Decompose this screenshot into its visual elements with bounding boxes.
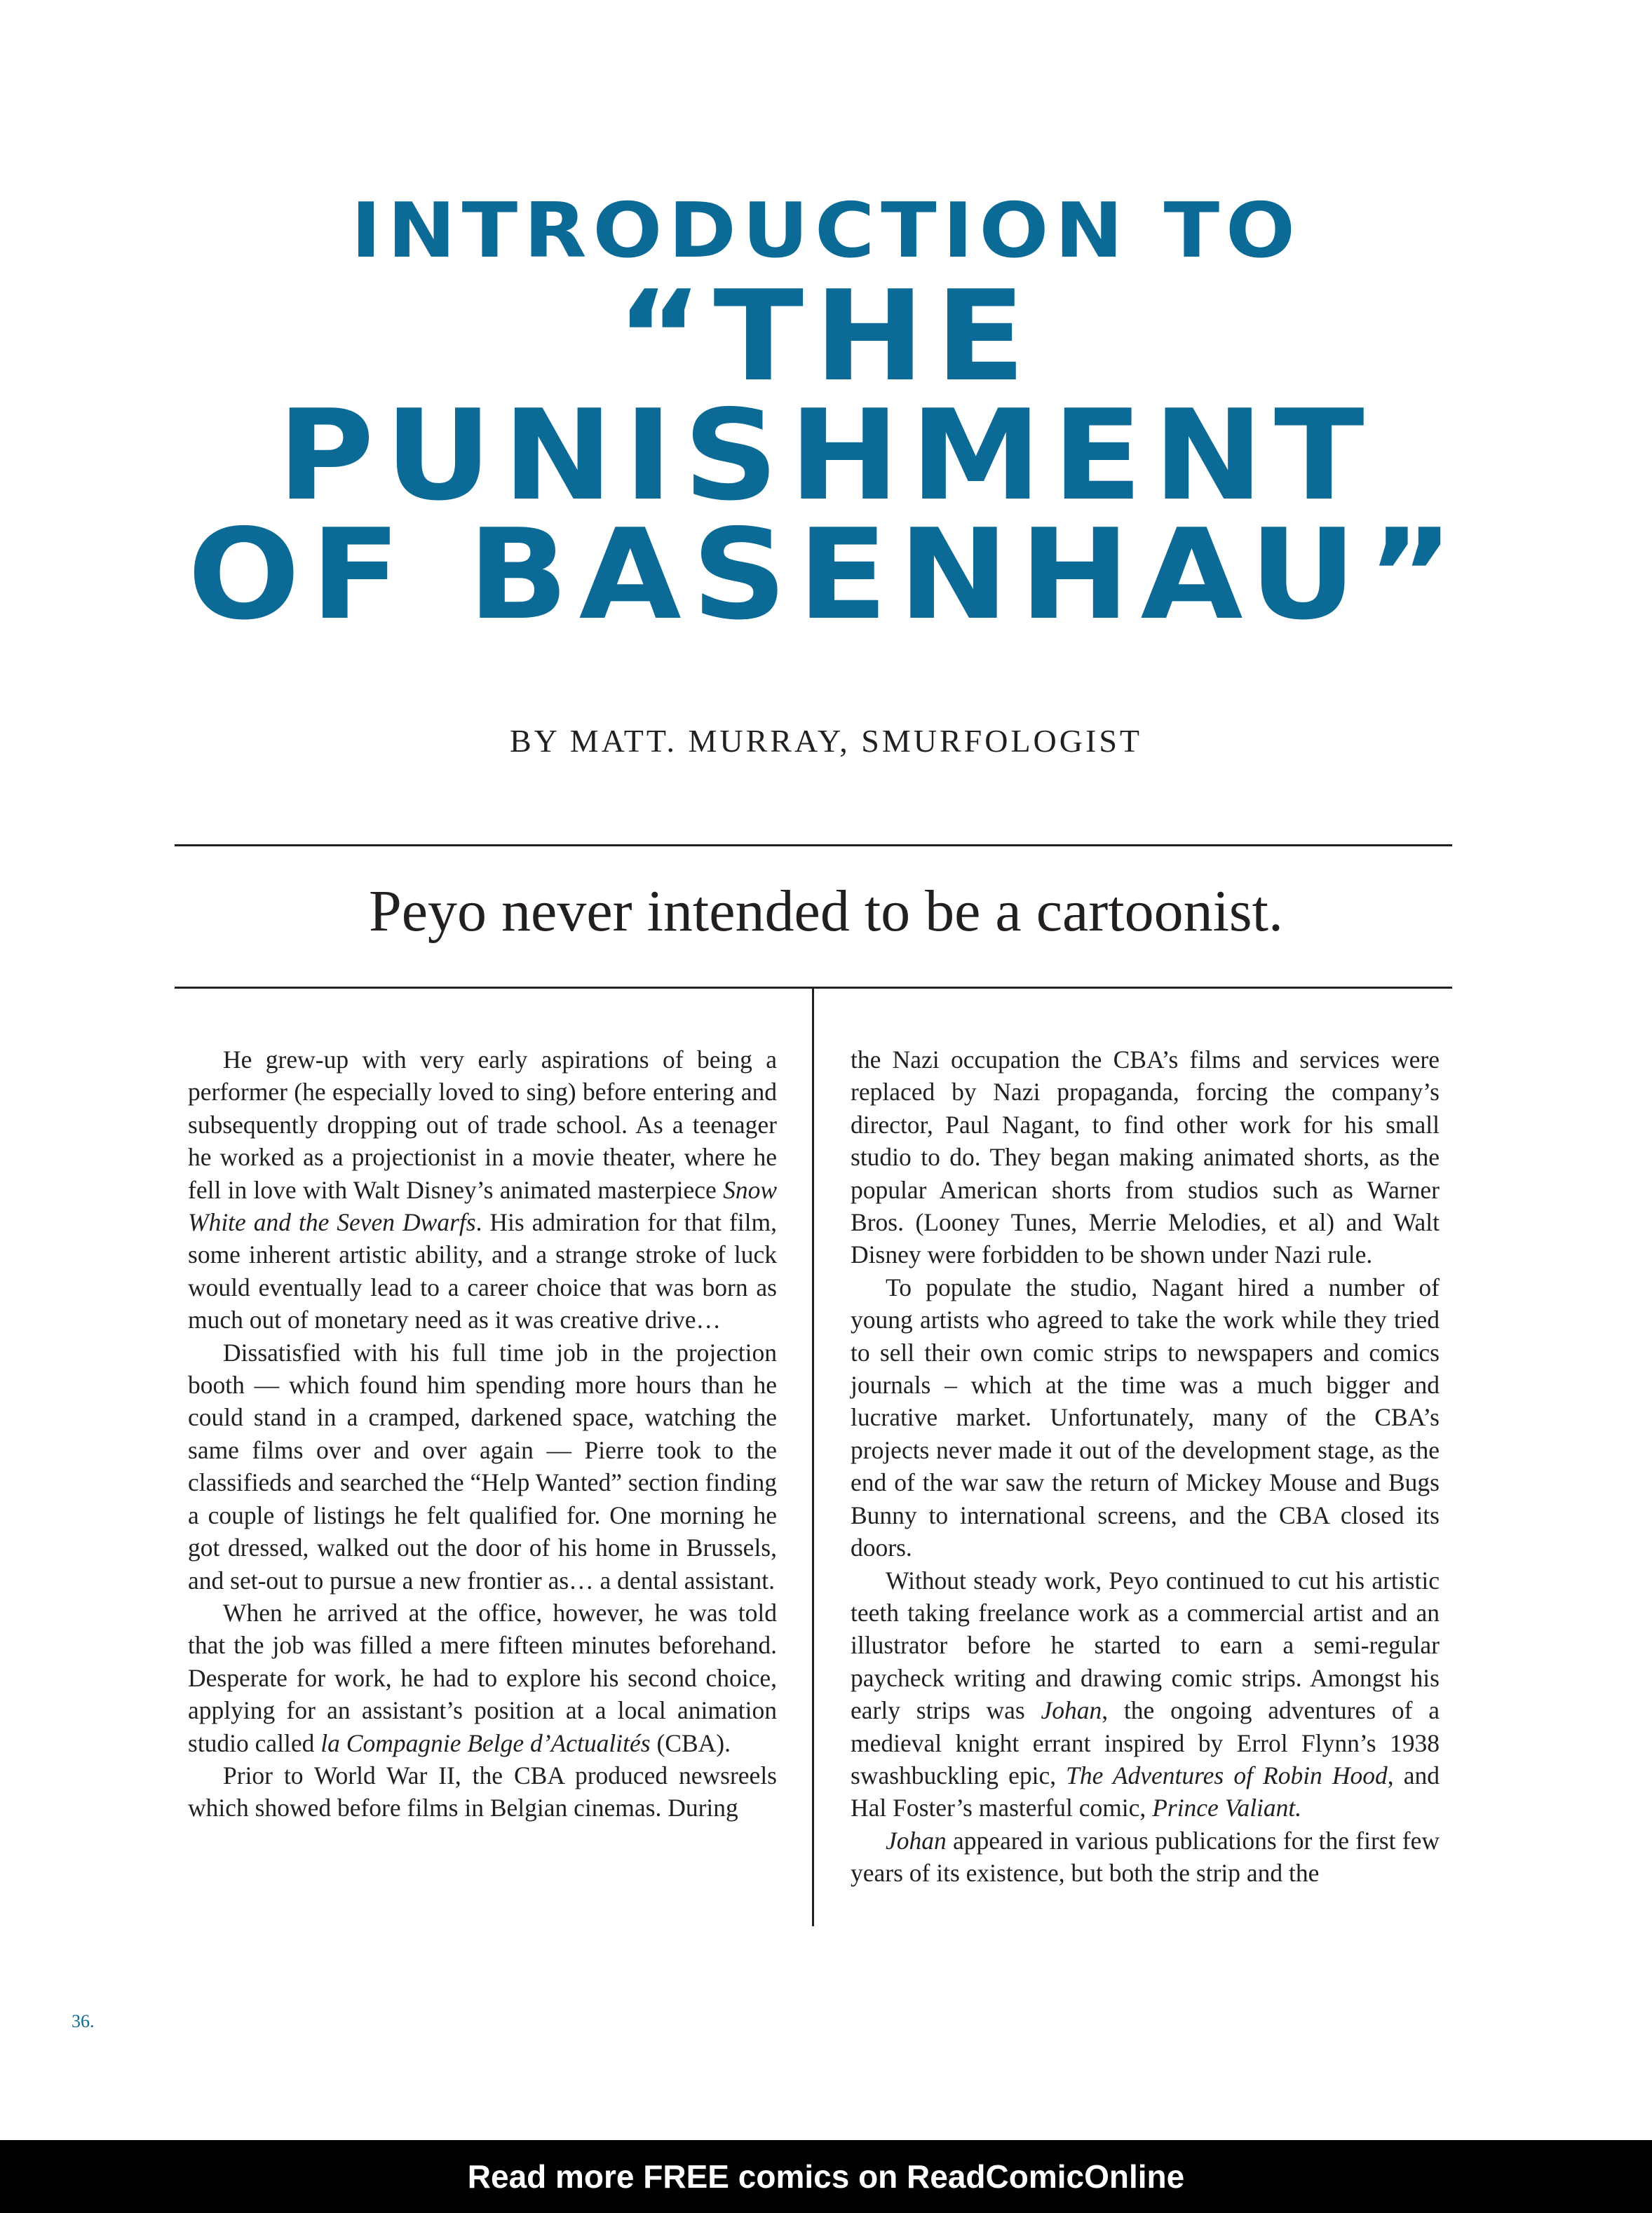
body-column-right: [851, 1043, 1440, 1890]
text-run: , and Hal Foster’s masterful comic,: [851, 1761, 1440, 1822]
paragraph: [188, 1043, 777, 1336]
film-title: The Adventures of Robin Hood: [1066, 1761, 1388, 1789]
paragraph: [188, 1759, 777, 1825]
title-line-1: INTRODUCTION TO: [351, 187, 1301, 275]
title-line-2: “THE: [616, 264, 1036, 409]
studio-name: la Compagnie Belge d’Actualités: [320, 1728, 651, 1757]
text-run: . His admiration for that film, some inherent artistic ability, and a strange stroke of luck would eventually lead to a career choice that was born as much out of monetary need as it was creative drive…: [188, 1208, 777, 1334]
column-divider: [812, 989, 814, 1926]
text-run: To populate the studio, Nagant hired a number of young artists who agreed to take the work while they tried to sell their own comic strips to newspapers and comics journals – which at the time was a much bigger and lucrative market. Unfortunately, many of the CBA’s projects never made it out of the development stage, as the end of the war saw the return of Mickey Mouse and Bugs Bunny to international screens, and the CBA closed its doors.: [851, 1273, 1440, 1562]
title-line-4: OF BASENHAU”: [187, 502, 1465, 647]
footer-banner[interactable]: [0, 2140, 1652, 2213]
paragraph: [851, 1825, 1440, 1890]
text-run: the Nazi occupation the CBA’s films and services were replaced by Nazi propaganda, forcing the company’s director, Paul Nagant, to find other work for his small studio to do. They began making animated shorts, as the popular American shorts from studios such as Warner Bros. (Looney Tunes, Merrie Melodies, et al) and Walt Disney were forbidden to be shown under Nazi rule.: [851, 1045, 1440, 1269]
page-number: 36.: [72, 2011, 95, 2031]
byline: BY MATT. MURRAY, SMURFOLOGIST: [510, 723, 1142, 759]
text-run: Prior to World War II, the CBA produced newsreels which showed before films in Belgian cinemas. During: [188, 1761, 777, 1822]
strip-title: Johan: [1041, 1696, 1102, 1725]
paragraph: [851, 1043, 1440, 1271]
paragraph: [851, 1564, 1440, 1825]
paragraph: [188, 1597, 777, 1759]
comic-title: Prince Valiant.: [1152, 1794, 1302, 1822]
text-run: He grew-up with very early aspirations of being a performer (he especially loved to sing) before entering and subsequently dropping out of trade school. As a teenager he worked as a projectionist in a movie theater, where he fell in love with Walt Disney’s animated masterpiece: [188, 1045, 777, 1204]
paragraph: [188, 1336, 777, 1597]
text-run: (CBA).: [650, 1728, 731, 1757]
text-run: Dissatisfied with his full time job in the projection booth — which found him spending more hours than he could stand in a cramped, darkened space, watching the same films over and over again — Pierre took to the classifieds and searched the “Help Wanted” section finding a couple of listings he felt qualified for. One morning he got dressed, walked out the door of his home in Brussels, and set-out to pursue a new frontier as… a dental assistant.: [188, 1338, 777, 1595]
text-run: Without steady work, Peyo continued to cut his artistic teeth taking freelance work as a commercial artist and an illustrator before he started to earn a semi-regular paycheck writing and drawing comic strips. Amongst his early strips was: [851, 1566, 1440, 1725]
text-run: When he arrived at the office, however, he was told that the job was filled a mere fifteen minutes beforehand. Desperate for work, he had to explore his second choice, applying for an assistant’s position at a local animation studio called: [188, 1598, 777, 1757]
title-line-3: PUNISHMENT: [277, 383, 1375, 528]
strip-title: Johan: [886, 1826, 947, 1855]
text-run: appeared in various publications for the first few years of its existence, but both the strip and the: [851, 1826, 1440, 1888]
pull-quote-top-rule: [175, 844, 1452, 846]
footer-link-text[interactable]: Read more FREE comics on ReadComicOnline: [467, 2158, 1185, 2195]
film-title: Snow White and the Seven Dwarfs: [188, 1175, 777, 1237]
text-run: , the ongoing adventures of a medieval knight errant inspired by Errol Flynn’s 1938 swashbuckling epic,: [851, 1696, 1440, 1789]
pull-quote: Peyo never intended to be a cartoonist.: [369, 879, 1283, 944]
body-column-left: [188, 1043, 777, 1825]
article-title: [0, 186, 1652, 647]
paragraph: [851, 1271, 1440, 1564]
